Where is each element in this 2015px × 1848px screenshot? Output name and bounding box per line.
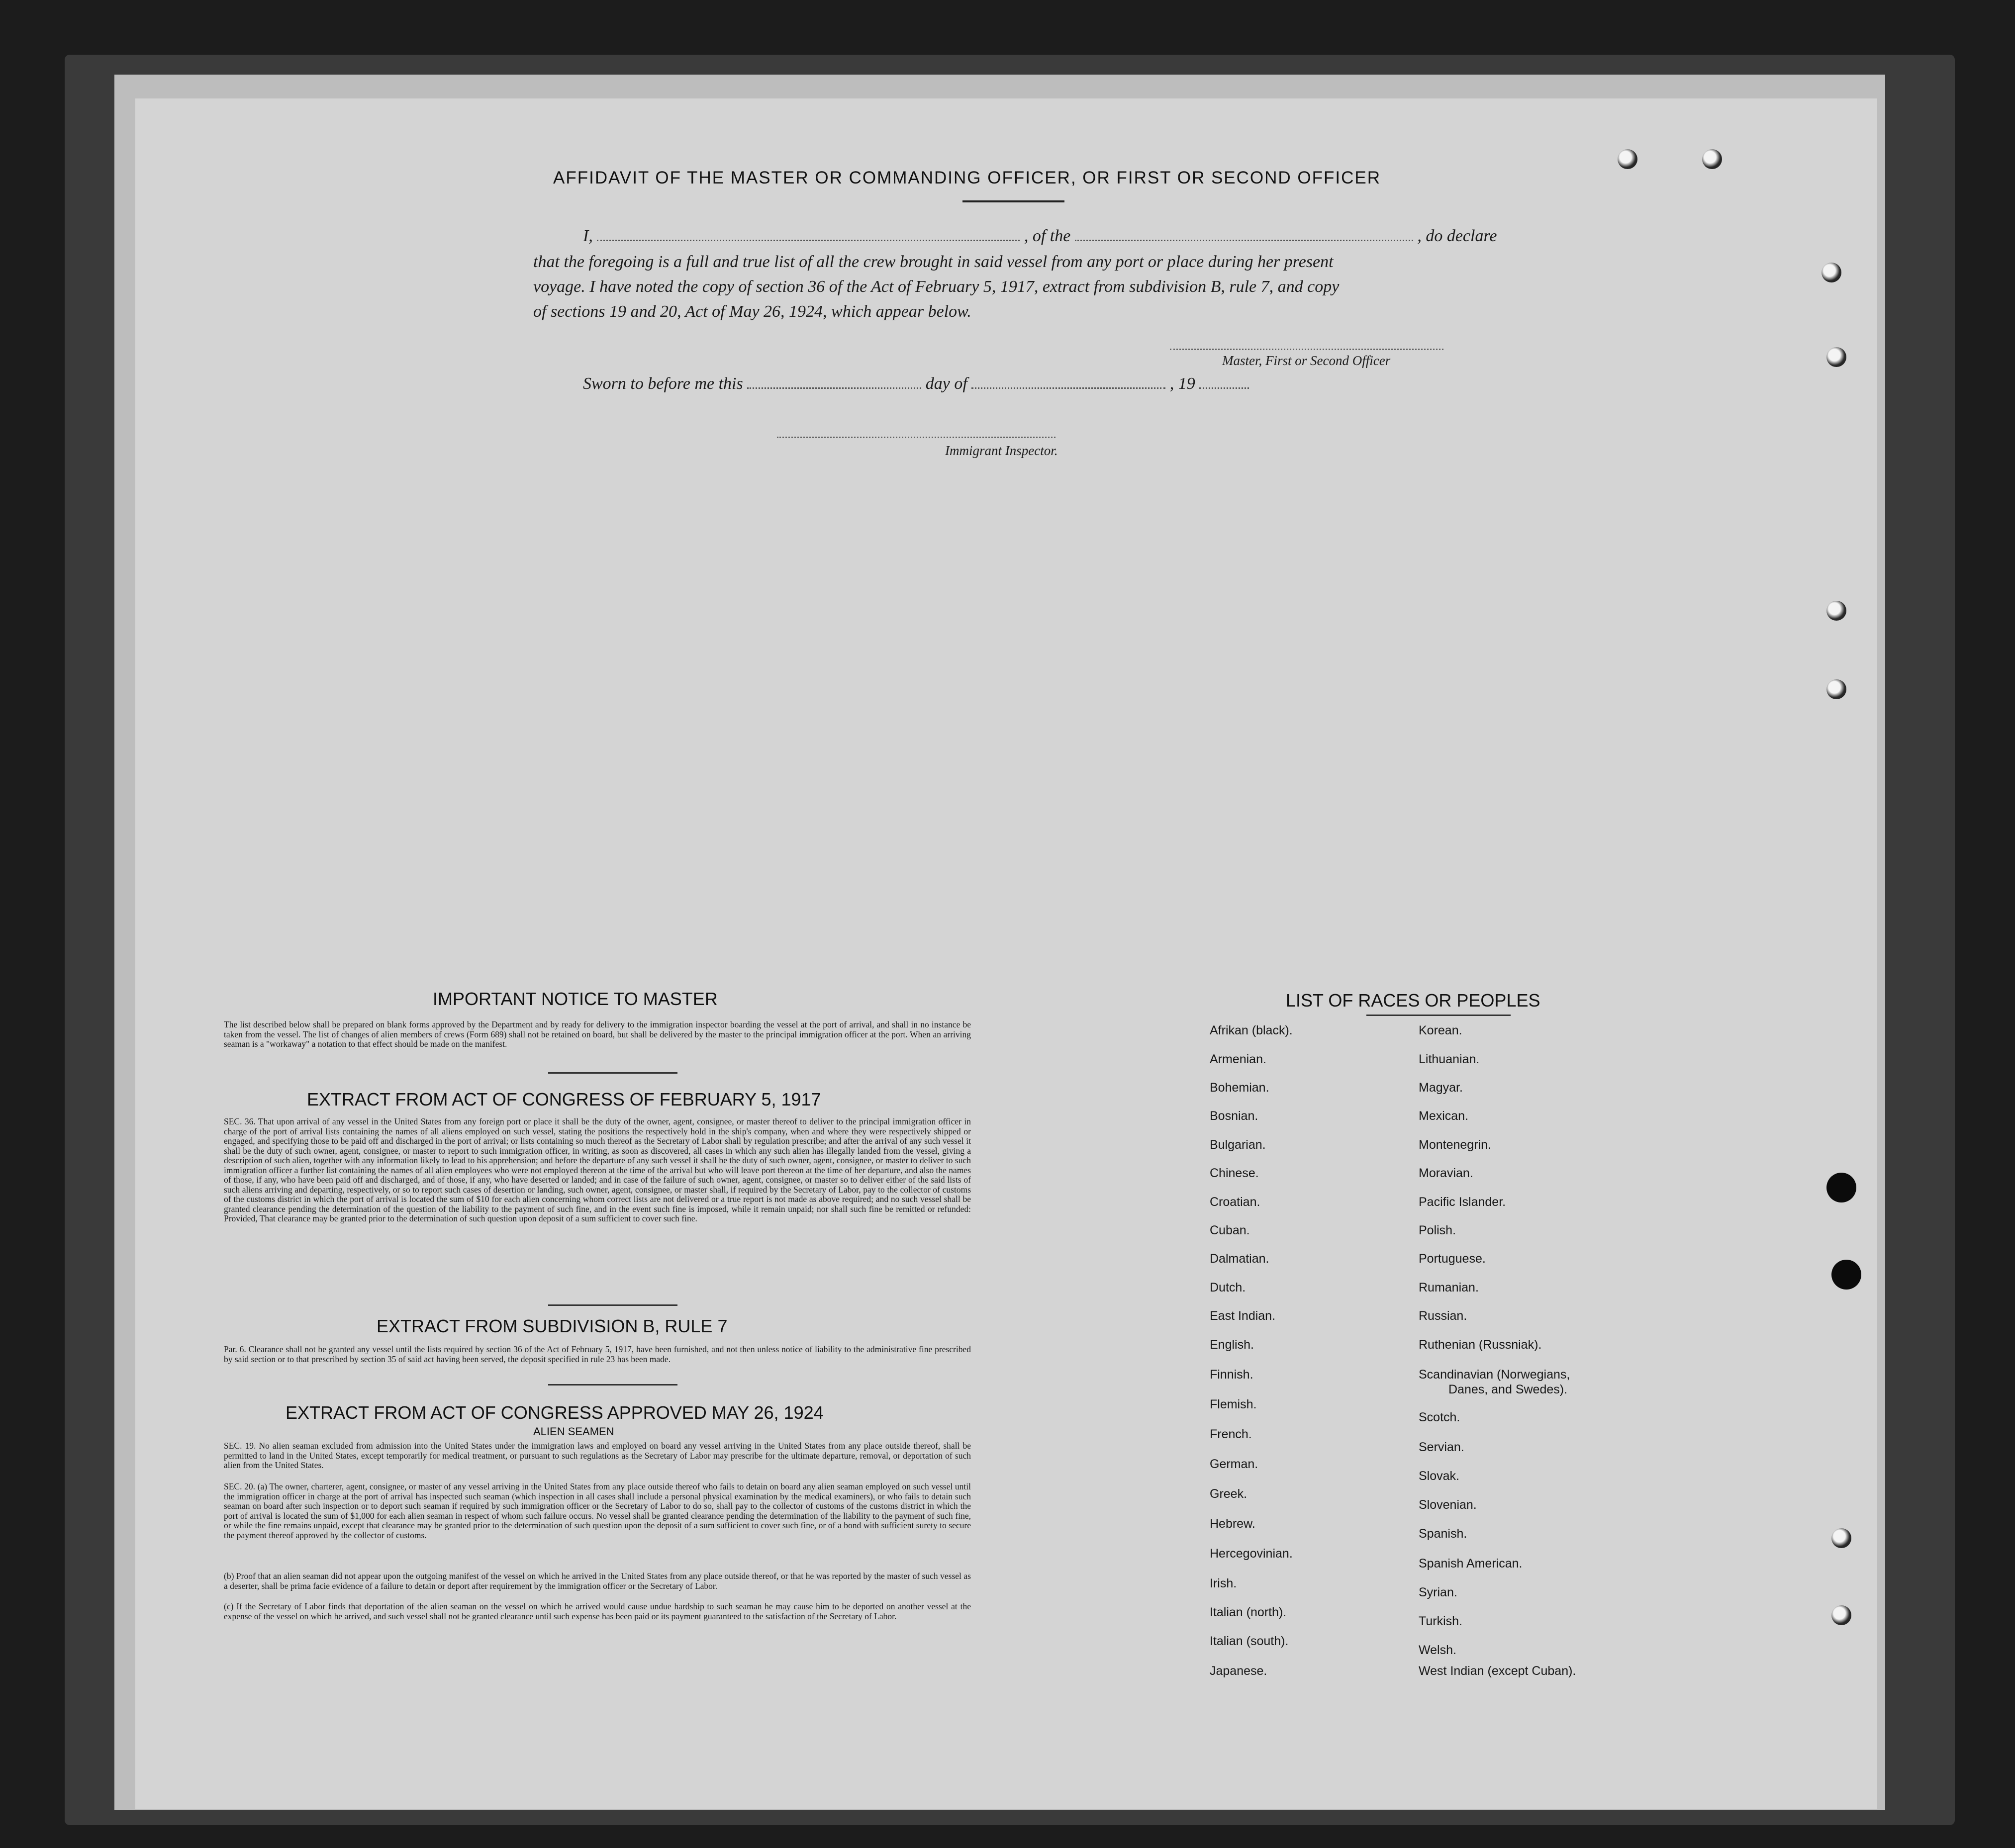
race-item: Moravian.	[1419, 1166, 1473, 1180]
race-item: Pacific Islander.	[1419, 1195, 1506, 1209]
binder-hole-icon	[1831, 1528, 1851, 1548]
inspector-signature-label: Immigrant Inspector.	[945, 443, 1058, 458]
race-item: Italian (south).	[1210, 1634, 1289, 1648]
races-title: LIST OF RACES OR PEOPLES	[1286, 990, 1540, 1011]
race-item: Flemish.	[1210, 1397, 1257, 1411]
race-item: Dalmatian.	[1210, 1252, 1269, 1266]
binder-hole-icon	[1831, 1605, 1851, 1625]
race-item: Scotch.	[1419, 1410, 1460, 1424]
extract-1924-sec19: SEC. 19. No alien seaman excluded from admission into the United States under the immigration laws and employed on board any vessel arriving in the United States from any place outside thereof, shall be permitted to land in the United States, except temporarily for medical treatment, or pursuant to such regulations as the Secretary of Labor may prescribe for the ultimate departure, removal, or deportation of such alien from the United States.	[224, 1441, 971, 1470]
race-item: Afrikan (black).	[1210, 1023, 1293, 1037]
race-item: Polish.	[1419, 1223, 1456, 1237]
extract-1917-text: SEC. 36. That upon arrival of any vessel in the United States from any foreign port or place it shall be the duty of the owner, agent, consignee, or master thereof to deliver to the principal immigration officer in charge of the port of arrival lists containing the names of all aliens employed on such vessel, stating the positions the respectively hold in the ship's company, when and where they were respectively shipped or engaged, and specifying those to be paid off and discharged in the port of arrival; or lists containing so much thereof as the Secretary of Labor shall by regulation prescribe; and after the arrival of any such vessel it shall be the duty of such owner, agent, consignee, or master to report to such immigration officer, in writing, as soon as discovered, all cases in which any such alien has illegally landed from the vessel, giving a description of such alien, together with any information likely to lead to his apprehension; and before the departure of any such vessel it shall be the duty of such owner, agent, consignee, or master to deliver to such immigration officer a further list containing the names of all alien employees who were not employed thereon at the time of the arrival but who will leave port thereon at the time of her departure, and also the names of those, if any, who have been paid off and discharged, and of those, if any, who have deserted or landed; and in case of the failure of such owner, agent, consignee, or master so to deliver either of the said lists of such aliens arriving and departing, respectively, or so to report such cases of desertion or landing, such owner, agent, consignee, or master shall, if required by the Secretary of Labor, pay to the collector of customs of the customs district in which the port of arrival is located the sum of $10 for each alien concerning whom correct lists are not delivered or a true report is not made as above required; and no such vessel shall be granted clearance pending the determination of the question of the liability to the payment of such fine, and in the event such fine is imposed, while it remain unpaid; nor shall such fine be remitted or refunded: Provided, That clearance may be granted prior to the determination of such question upon deposit of a sum sufficient to cover such fine.	[224, 1116, 971, 1223]
affidavit-line-4: of sections 19 and 20, Act of May 26, 1924, which appear below.	[533, 302, 971, 321]
master-signature-label: Master, First or Second Officer	[1222, 353, 1391, 368]
notice-divider	[548, 1072, 677, 1074]
race-item: Bosnian.	[1210, 1109, 1258, 1123]
document-page	[135, 98, 1877, 1809]
race-item: Rumanian.	[1419, 1281, 1479, 1294]
race-item: Japanese.	[1210, 1664, 1267, 1678]
affidavit-line-2: that the foregoing is a full and true list of all the crew brought in said vessel from any port or place during her present	[533, 253, 1334, 271]
race-item: Bohemian.	[1210, 1081, 1269, 1095]
race-item: Slovak.	[1419, 1469, 1459, 1483]
extract-1924-sec20b: (b) Proof that an alien seaman did not appear upon the outgoing manifest of the vessel on which he arrived in the United States from any place outside thereof, or that he was reported by the master of such vessel as a deserter, shall be prima facie evidence of a failure to detain or deport after requirement by the immigration officer or the Secretary of Labor.	[224, 1571, 971, 1591]
ink-blot-icon	[1831, 1260, 1861, 1290]
race-item: Italian (north).	[1210, 1605, 1287, 1619]
affidavit-of-the-label: , of the	[1024, 227, 1071, 245]
race-item: East Indian.	[1210, 1309, 1276, 1323]
extract-1924-subtitle: ALIEN SEAMEN	[533, 1425, 614, 1438]
extract-1924-sec20a: SEC. 20. (a) The owner, charterer, agent, consignee, or master of any vessel arriving in the United States from any place outside thereof who fails to detain on board any alien seaman employed on such vessel until the immigration officer in charge at the port of arrival has inspected such seaman (which inspection in all cases shall include a personal physical examination by the medical examiners), or who fails to detain such seaman on board after such inspection or to deport such seaman if required by such immigration officer or the Secretary of Labor to do so, shall pay to the collector of customs of the customs district in which the port of arrival is located the sum of $1,000 for each alien seaman in respect of whom such failure occurs. No vessel shall be granted clearance pending the determination of the liability to the payment of such fine, or while the fine remains unpaid, except that clearance may be granted prior to the determination of such question upon the deposit of a sum sufficient to cover such fine, or of a bond with sufficient surety to secure the payment thereof approved by the collector of customs.	[224, 1481, 971, 1540]
race-item: Scandinavian (Norwegians,	[1419, 1368, 1570, 1382]
race-item: Spanish.	[1419, 1527, 1467, 1541]
race-item: English.	[1210, 1338, 1254, 1352]
race-item: Mexican.	[1419, 1109, 1469, 1123]
extract-1917-title: EXTRACT FROM ACT OF CONGRESS OF FEBRUARY 5, 1917	[307, 1089, 821, 1109]
binder-hole-icon	[1702, 149, 1722, 169]
extract-1924-sec20c: (c) If the Secretary of Labor finds that deportation of the alien seaman on the vessel on which he arrived would cause undue hardship to such seaman he may cause him to be deported on another vessel at the expense of the vessel on which he arrived, and such vessel shall not be granted clearance until such expense has been paid or its payment guaranteed to the satisfaction of the Secretary of Labor.	[224, 1601, 971, 1621]
extract-rule7-divider	[548, 1384, 677, 1386]
race-item: Finnish.	[1210, 1368, 1253, 1382]
inspector-signature-line	[777, 437, 1055, 438]
race-item: Servian.	[1419, 1440, 1464, 1454]
extract-rule7-title: EXTRACT FROM SUBDIVISION B, RULE 7	[377, 1316, 728, 1336]
race-item: Slovenian.	[1419, 1498, 1477, 1512]
sworn-line	[583, 374, 1249, 393]
race-item: Hebrew.	[1210, 1517, 1255, 1531]
race-item: Dutch.	[1210, 1281, 1246, 1294]
race-item: Ruthenian (Russniak).	[1419, 1338, 1542, 1352]
race-item: French.	[1210, 1427, 1252, 1441]
race-item: Turkish.	[1419, 1614, 1462, 1628]
affidavit-do-declare-label: , do declare	[1417, 227, 1497, 245]
affidavit-title-rule	[962, 200, 1064, 202]
race-item: German.	[1210, 1457, 1258, 1471]
race-item: Chinese.	[1210, 1166, 1259, 1180]
race-item: Montenegrin.	[1419, 1138, 1491, 1152]
race-item: Armenian.	[1210, 1052, 1266, 1066]
race-item: Lithuanian.	[1419, 1052, 1480, 1066]
affidavit-line-3: voyage. I have noted the copy of section 36 of the Act of February 5, 1917, extract from subdivision B, rule 7, and copy	[533, 277, 1340, 296]
race-item: Greek.	[1210, 1487, 1247, 1501]
race-item: Korean.	[1419, 1023, 1462, 1037]
race-item: Magyar.	[1419, 1081, 1463, 1095]
master-signature-line	[1170, 349, 1443, 350]
extract-1924-title: EXTRACT FROM ACT OF CONGRESS APPROVED MAY 26, 1924	[286, 1402, 824, 1423]
notice-title: IMPORTANT NOTICE TO MASTER	[433, 989, 718, 1009]
race-item: Portuguese.	[1419, 1252, 1486, 1266]
affidavit-line-1	[583, 227, 1497, 246]
ink-blot-icon	[1826, 1173, 1856, 1202]
affidavit-title: AFFIDAVIT OF THE MASTER OR COMMANDING OFFICER, OR FIRST OR SECOND OFFICER	[553, 168, 1381, 187]
race-item: Bulgarian.	[1210, 1138, 1266, 1152]
affidavit-i-label: I,	[583, 227, 593, 245]
binder-hole-icon	[1826, 347, 1846, 367]
sworn-year: , 19	[1169, 374, 1195, 393]
race-item: Spanish American.	[1419, 1557, 1523, 1571]
race-item: Cuban.	[1210, 1223, 1250, 1237]
races-title-rule	[1366, 1015, 1511, 1016]
extract-rule7-text: Par. 6. Clearance shall not be granted any vessel until the lists required by section 36 of the Act of February 5, 1917, have been furnished, and not then unless notice of liability to the administrative fine prescribed by said section or to that prescribed by section 35 of said act having been served, the deposit specified in rule 23 has been made.	[224, 1344, 971, 1364]
race-item: Russian.	[1419, 1309, 1467, 1323]
binder-hole-icon	[1826, 679, 1846, 699]
binder-hole-icon	[1822, 263, 1841, 282]
race-item: West Indian (except Cuban).	[1419, 1664, 1576, 1678]
notice-text: The list described below shall be prepared on blank forms approved by the Department and by ready for delivery to the immigration inspector boarding the vessel at the port of arrival, and shall in no instance be taken from the vessel. The list of changes of alien members of crews (Form 689) shall not be retained on board, but shall be delivered by the master to the principal immigration officer at the port. When an arriving seaman is a "workaway" a notation to that effect should be made on the manifest.	[224, 1019, 971, 1049]
race-item: Hercegovinian.	[1210, 1547, 1293, 1561]
race-item: Irish.	[1210, 1576, 1237, 1590]
binder-hole-icon	[1618, 149, 1637, 169]
race-item: Danes, and Swedes).	[1448, 1383, 1568, 1396]
race-item: Welsh.	[1419, 1643, 1456, 1657]
sworn-prefix: Sworn to before me this	[583, 374, 743, 393]
race-item: Croatian.	[1210, 1195, 1260, 1209]
binder-hole-icon	[1826, 601, 1846, 621]
extract-1917-divider	[548, 1304, 677, 1306]
sworn-day-of: day of	[925, 374, 967, 393]
race-item: Syrian.	[1419, 1585, 1457, 1599]
